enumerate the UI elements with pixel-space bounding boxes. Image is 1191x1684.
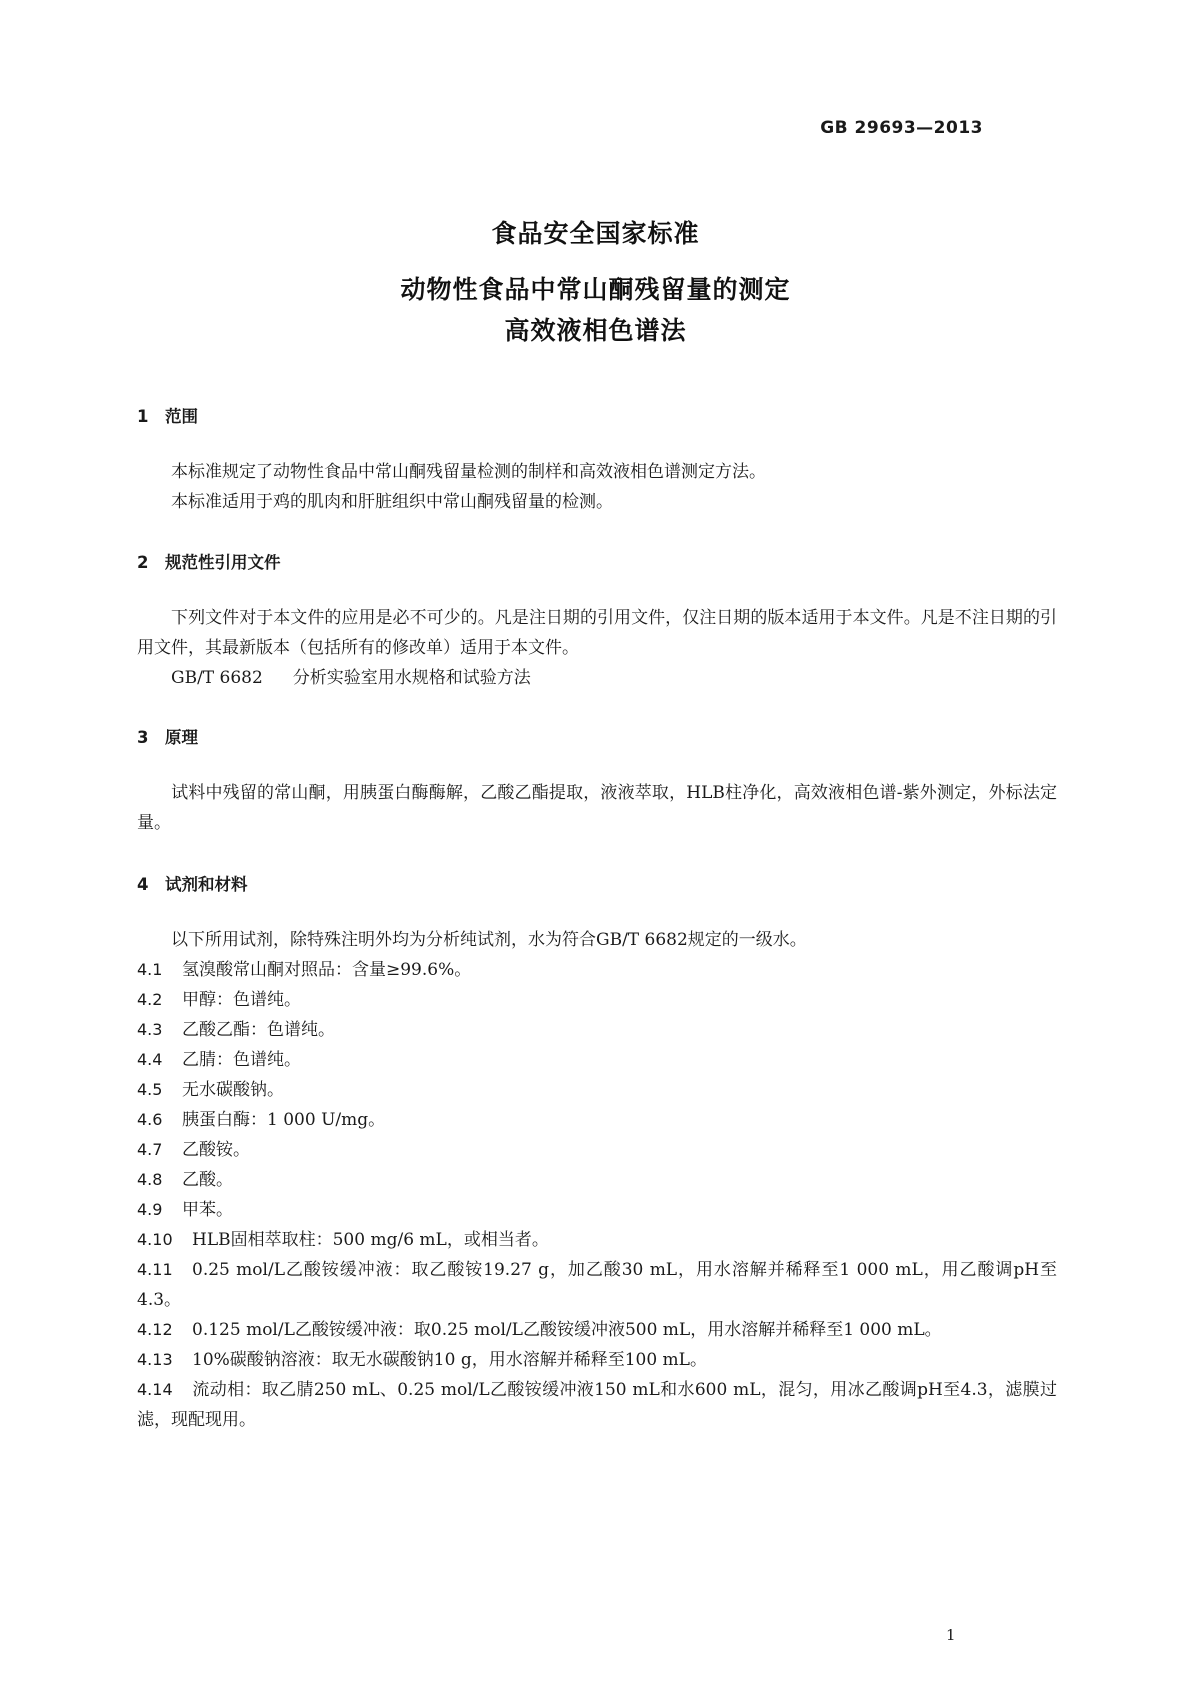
list-item: 4.2 甲醇：色谱纯。	[137, 990, 301, 1010]
list-item: 4.4 乙腈：色谱纯。	[137, 1050, 301, 1070]
list-item: 4.7 乙酸铵。	[137, 1140, 250, 1160]
section-title: 试剂和材料	[165, 875, 248, 894]
document-method-title: 高效液相色谱法	[504, 316, 687, 345]
section-heading-scope	[137, 403, 198, 427]
document-title: 食品安全国家标准	[491, 219, 700, 248]
reference-title: 分析实验室用水规格和试验方法	[292, 668, 531, 688]
standard-code: GB 29693—2013	[820, 118, 983, 138]
section-heading-reagents	[137, 871, 248, 895]
section-number: 2	[137, 553, 149, 572]
paragraph: 本标准适用于鸡的肌肉和肝脏组织中常山酮残留量的检测。	[171, 492, 613, 512]
list-item: 4.12 0.125 mol/L乙酸铵缓冲液：取0.25 mol/L乙酸铵缓冲液500 mL，用水溶解并稀释至1 000 mL。	[137, 1320, 942, 1340]
section-number: 3	[137, 728, 149, 747]
list-item: 4.11 0.25 mol/L乙酸铵缓冲液：取乙酸铵19.27 g，加乙酸30 mL，用水溶解并稀释至1 000 mL，用乙酸调pH至4.3。	[137, 1260, 1057, 1310]
list-item: 4.10 HLB固相萃取柱：500 mg/6 mL，或相当者。	[137, 1230, 549, 1250]
paragraph: 下列文件对于本文件的应用是必不可少的。凡是注日期的引用文件，仅注日期的版本适用于本文件。凡是不注日期的引用文件，其最新版本（包括所有的修改单）适用于本文件。	[137, 608, 1057, 658]
list-item: 4.6 胰蛋白酶：1 000 U/mg。	[137, 1110, 386, 1130]
reference-code: GB/T 6682	[171, 668, 263, 688]
section-title: 原理	[165, 728, 198, 747]
paragraph: 以下所用试剂，除特殊注明外均为分析纯试剂，水为符合GB/T 6682规定的一级水。	[171, 930, 807, 950]
paragraph: 本标准规定了动物性食品中常山酮残留量检测的制样和高效液相色谱测定方法。	[171, 462, 766, 482]
reference-entry	[137, 663, 1057, 693]
list-item: 4.8 乙酸。	[137, 1170, 233, 1190]
page-number: 1	[946, 1626, 956, 1644]
paragraph: 试料中残留的常山酮，用胰蛋白酶酶解，乙酸乙酯提取，液液萃取，HLB柱净化，高效液相色谱-紫外测定，外标法定量。	[137, 783, 1057, 833]
document-subtitle: 动物性食品中常山酮残留量的测定	[400, 275, 791, 304]
section-title: 范围	[165, 407, 198, 426]
list-item: 4.14 流动相：取乙腈250 mL、0.25 mol/L乙酸铵缓冲液150 mL和水600 mL，混匀，用冰乙酸调pH至4.3，滤膜过滤，现配现用。	[137, 1380, 1057, 1430]
section-number: 4	[137, 875, 149, 894]
list-item: 4.3 乙酸乙酯：色谱纯。	[137, 1020, 335, 1040]
section-heading-normative-references	[137, 549, 281, 573]
list-item: 4.5 无水碳酸钠。	[137, 1080, 284, 1100]
section-number: 1	[137, 407, 149, 426]
list-item: 4.1 氢溴酸常山酮对照品：含量≥99.6%。	[137, 960, 472, 980]
section-title: 规范性引用文件	[165, 553, 281, 572]
list-item: 4.13 10%碳酸钠溶液：取无水碳酸钠10 g，用水溶解并稀释至100 mL。	[137, 1350, 707, 1370]
section-heading-principle	[137, 724, 198, 748]
list-item: 4.9 甲苯。	[137, 1200, 233, 1220]
